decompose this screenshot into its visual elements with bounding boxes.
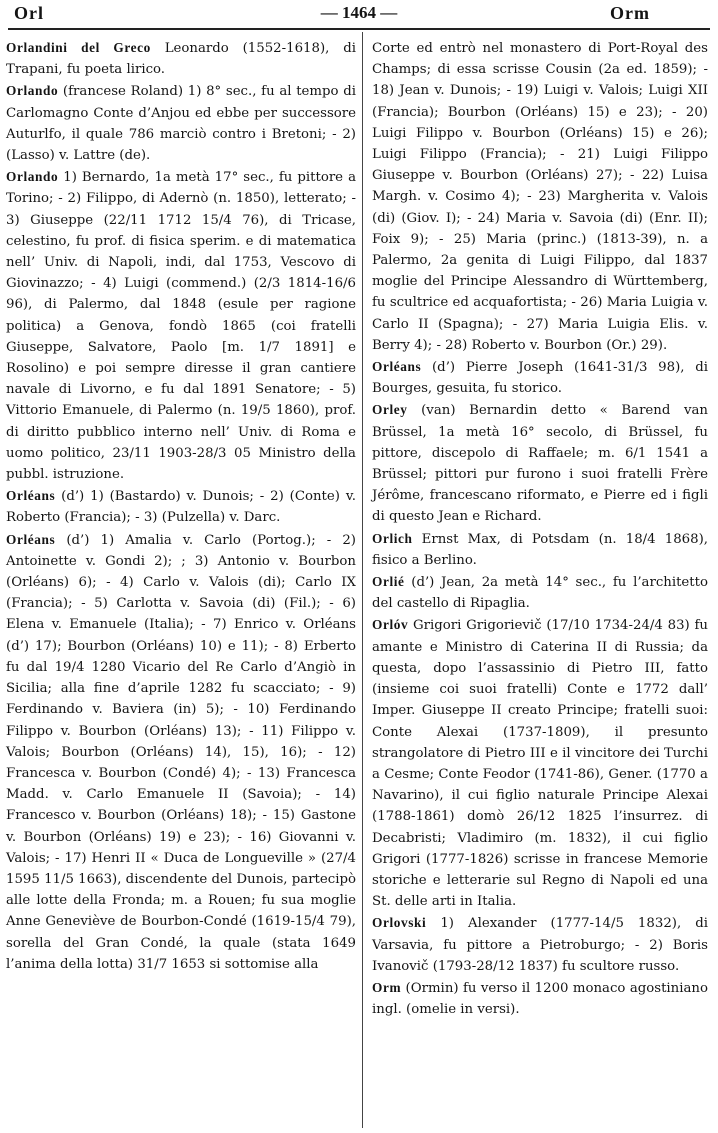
- entry-orley: [372, 399, 708, 527]
- entry-orlie: [372, 571, 708, 614]
- entry-orleans-pierre: [372, 356, 708, 399]
- entry-text: Ernst Max, di Potsdam (n. 18/4 1868), fisico a Berlino.: [372, 531, 708, 568]
- entry-headword: Orléans: [372, 359, 422, 375]
- entry-text: Grigori Grigorievič (17/10 1734-24/4 83) fu amante e Ministro di Caterina II di Russia; da questa, dopo l’assassinio di Pietro III, fatto (insieme coi suoi fratelli) Conte e 1772 dall’ Imper. Giuseppe II creato Principe; fratelli suoi: Conte Alexai (1737-1809), il presunto strangolatore di Pietro III e il vincitore dei Turchi a Cesme; Conte Feodor (1741-86), Gener. (1770 a Navarino), il cui figlio naturale Principe Alexai (1788-1861) domò 26/12 1825 l’insurrez. di Decabristi; Vladimiro (m. 1832), il cui figlio Grigori (1777-1826) scrisse in francese Memorie storiche e letterarie sul Regno di Napoli ed una St. delle arti in Italia.: [372, 618, 708, 910]
- entry-orlovski: [372, 912, 708, 977]
- entry-orlando-2: [6, 166, 356, 485]
- running-header: [0, 0, 718, 26]
- entry-orlandini: [6, 37, 356, 80]
- entry-orleans-2-cont: [372, 37, 708, 356]
- entry-text: Corte ed entrò nel monastero di Port-Royal des Champs; di essa scrisse Cousin (2a ed. 1859); - 18) Jean v. Dunois; - 19) Luigi v. Valois; Luigi XII (Francia); Bourbon (Orléans) 15) e 23); - 20) Luigi Filippo v. Bourbon (Orléans) 15) e 26); Luigi Filippo (Francia); - 21) Luigi Filippo Giuseppe v. Bourbon (Orléans) 27); - 22) Luisa Margh. v. Cosimo 4); - 23) Margherita v. Valois (di) (Giov. I); - 24) Maria v. Savoia (di) (Enr. II); Foix 9); - 25) Maria (princ.) (1813-39), n. a Palermo, 2a genita di Luigi Filippo, dal 1837 moglie del Principe Alessandro di Württemberg, fu scultrice ed acquafortista; - 26) Maria Luigia v. Carlo II (Spagna); - 27) Maria Luigia Elis. v. Berry 4); - 28) Roberto v. Bourbon (Or.) 29).: [372, 41, 708, 353]
- entry-orleans-2: [6, 529, 356, 975]
- entry-orlich: [372, 528, 708, 571]
- entry-headword: Orlandini del Greco: [6, 40, 151, 55]
- entry-headword: Orlovski: [372, 915, 427, 931]
- left-column: [6, 37, 356, 975]
- entry-text: (d’) 1) Amalia v. Carlo (Portog.); - 2) Antoinette v. Gondi 2); ; 3) Antonio v. Bourbon (Orléans) 6); - 4) Carlo v. Valois (di); Carlo IX (Francia); - 5) Carlotta v. Savoia (di) (Fil.); - 6) Elena v. Emanuele (Italia); - 7) Enrico v. Orléans (d’) 17); Bourbon (Orléans) 10) e 11); - 8) Erberto fu dal 19/4 1280 Vicario del Re Carlo d’Angiò in Sicilia; alla fine d’aprile 1282 fu scacciato; - 9) Ferdinando v. Baviera (in) 5); - 10) Ferdinando Filippo v. Bourbon (Orléans) 13); - 11) Filippo v. Valois; Bourbon (Orléans) 14), 15), 16); - 12) Francesca v. Bourbon (Condé) 4); - 13) Francesca Madd. v. Carlo Emanuele II (Savoia); - 14) Francesco v. Bourbon (Orléans) 18); - 15) Gastone v. Bourbon (Orléans) 19) e 23); - 16) Giovanni v. Valois; - 17) Henri II « Duca de Longueville » (27/4 1595 11/5 1663), discendente del Dunois, partecipò alle lotte della Fronda; m. a Rouen; fu sua moglie Anne Geneviève de Bourbon-Condé (1619-15/4 79), sorella del Gran Condé, la quale (stata 1649 l’anima della lotta) 31/7 1653 si sottomise alla: [6, 532, 356, 972]
- entry-headword: Orm: [372, 979, 402, 995]
- entry-text: 1) Bernardo, 1a metà 17° sec., fu pittore a Torino; - 2) Filippo, di Adernò (n. 1850), letterato; - 3) Giuseppe (22/11 1712 15/4 76), di Tricase, celestino, fu prof. di fisica sperim. e di matematica nell’ Univ. di Napoli, indi, dal 1753, Vescovo di Giovinazzo; - 4) Luigi (commend.) (2/3 1814-16/6 96), di Palermo, dal 1848 (esule per ragione politica) a Genova, fondò 1865 (coi fratelli Giuseppe, Salvatore, Paolo [m. 1/7 1891] e Rosolino) e poi sempre diresse il gran cantiere navale di Livorno, e fu dal 1891 Senatore; - 5) Vittorio Emanuele, di Palermo (n. 19/5 1860), prof. di diritto pubblico interno nell’ Univ. di Roma e uomo politico, 23/11 1903-28/3 05 Ministro della pubbl. istruzione.: [6, 170, 356, 483]
- header-left-guideword: Orl: [14, 3, 44, 23]
- entry-text: (van) Bernardin detto « Barend van Brüssel, 1a metà 16° secolo, di Brüssel, fu pittore, discepolo di Raffaele; m. 6/1 1541 a Brüssel; pittori pur furono i suoi fratelli Frère Jérôme, francescano riformato, e Pierre ed i figli di questo Jean e Richard.: [372, 403, 708, 525]
- entry-headword: Orlando: [6, 83, 59, 99]
- entry-orleans-1: [6, 485, 356, 528]
- header-rule: [8, 28, 710, 30]
- entry-headword: Orley: [372, 402, 408, 418]
- entry-orm: [372, 977, 708, 1020]
- entry-orlov: [372, 614, 708, 912]
- entry-text: 1) Alexander (1777-14/5 1832), di Varsavia, fu pittore a Pietroburgo; - 2) Boris Ivanovič (1793-28/12 1837) fu scultore russo.: [372, 916, 708, 974]
- right-column: [372, 37, 708, 1020]
- entry-text: (d’) Pierre Joseph (1641-31/3 98), di Bourges, gesuita, fu storico.: [372, 360, 708, 397]
- entry-text: (Ormin) fu verso il 1200 monaco agostiniano ingl. (omelie in versi).: [372, 980, 708, 1018]
- entry-headword: Orlando: [6, 169, 59, 185]
- entry-headword: Orlóv: [372, 617, 409, 633]
- entry-text: Leonardo (1552-1618), di Trapani, fu poeta lirico.: [6, 41, 356, 78]
- page-number: — 1464 —: [320, 3, 398, 22]
- entry-headword: Orlié: [372, 574, 405, 590]
- entry-text: (francese Roland) 1) 8° sec., fu al tempo di Carlomagno Conte d’Anjou ed ebbe per successore Auturlfo, il quale 786 marciò contro i Bretoni; - 2) (Lasso) v. Lattre (de).: [6, 84, 356, 164]
- column-divider: [362, 32, 363, 1128]
- header-right-guideword: Orm: [610, 3, 650, 23]
- entry-headword: Orléans: [6, 531, 56, 547]
- entry-text: (d’) Jean, 2a metà 14° sec., fu l’architetto del castello di Ripaglia.: [372, 575, 708, 612]
- entry-orlando-1: [6, 80, 356, 166]
- entry-headword: Orlich: [372, 530, 413, 546]
- entry-headword: Orléans: [6, 488, 56, 504]
- entry-text: (d’) 1) (Bastardo) v. Dunois; - 2) (Conte) v. Roberto (Francia); - 3) (Pulzella) v. Darc.: [6, 489, 356, 526]
